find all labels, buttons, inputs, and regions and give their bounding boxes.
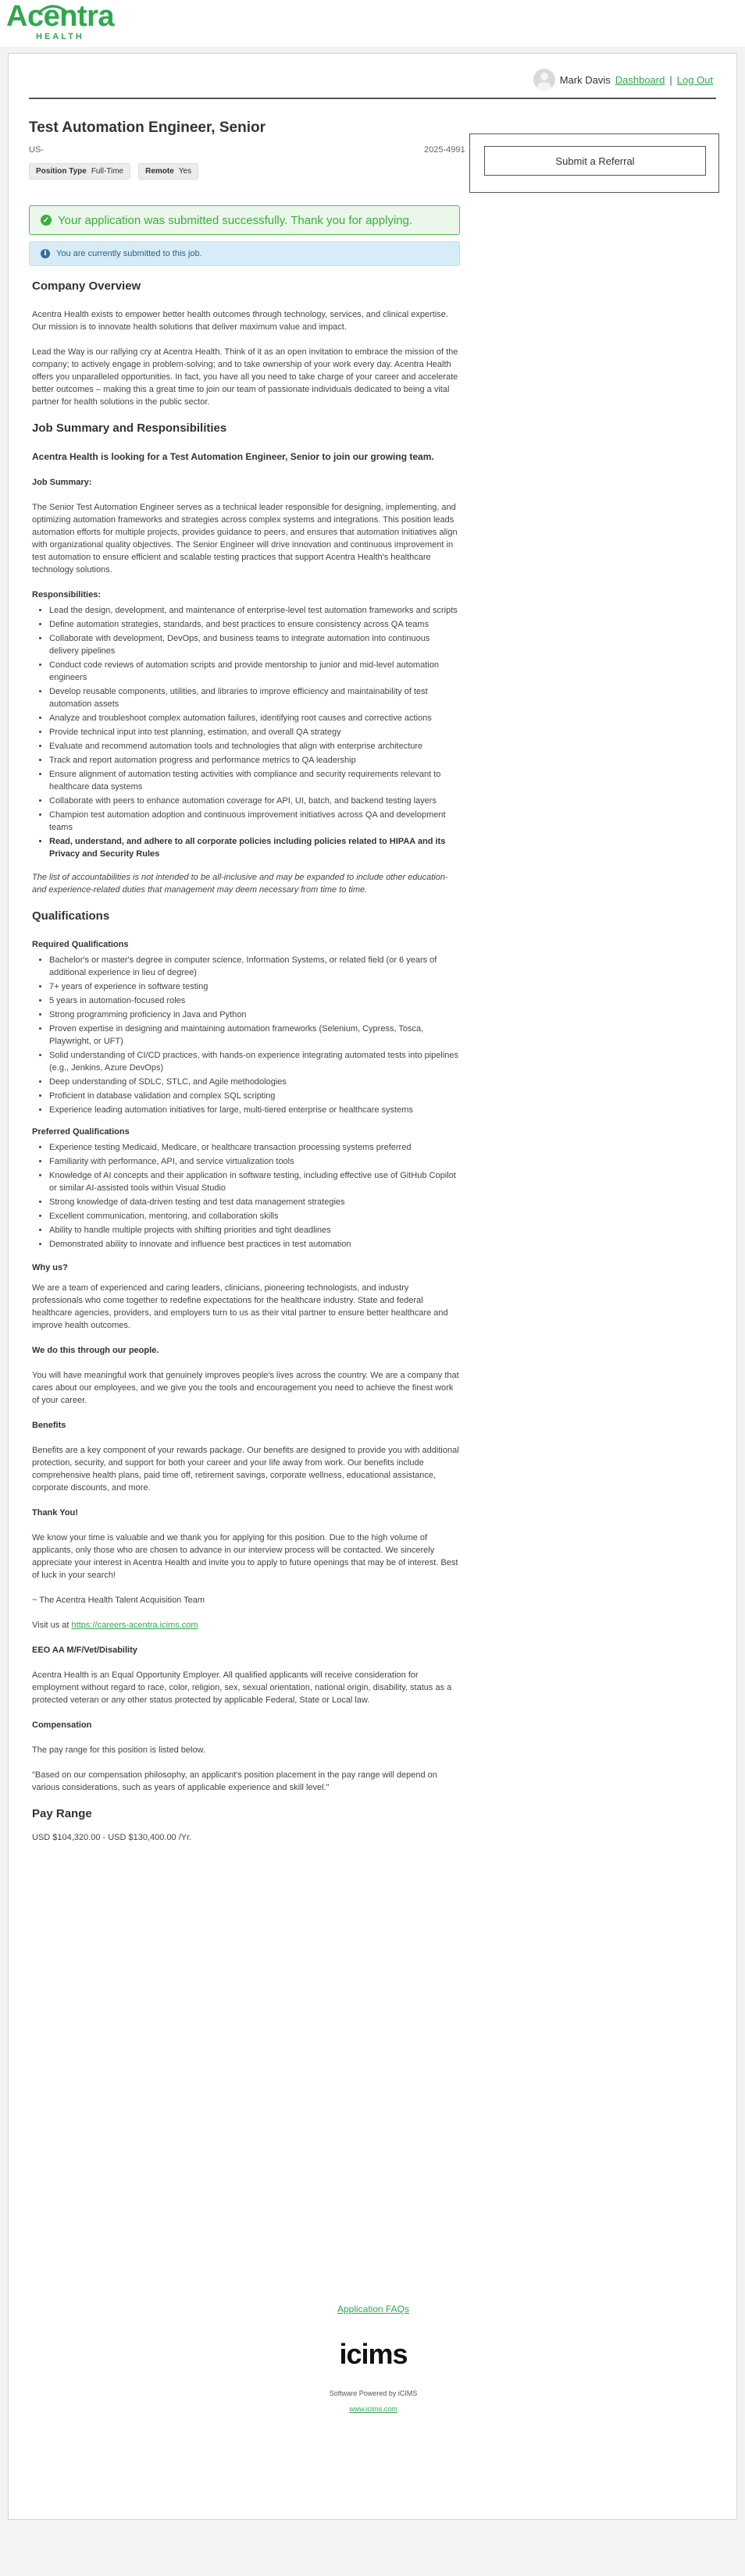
header-divider <box>29 98 716 99</box>
list-item: • 7+ years of experience in software testing <box>49 980 462 993</box>
talent-team-signoff: ~ The Acentra Health Talent Acquisition Team <box>32 1596 205 1605</box>
list-item: • Strong knowledge of data-driven testing and test data management strategies <box>49 1196 462 1208</box>
job-page-frame <box>8 53 737 2520</box>
remote-label: Remote <box>145 167 174 176</box>
list-item: • Proficient in database validation and complex SQL scripting <box>49 1090 462 1102</box>
list-item: • Collaborate with development, DevOps, and business teams to integrate automation into continuous delivery pipelines <box>49 632 462 657</box>
list-item: • Excellent communication, mentoring, and collaboration skills <box>49 1210 462 1222</box>
logo-subtext: HEALTH <box>36 32 84 41</box>
dashboard-link[interactable]: Dashboard <box>615 73 665 86</box>
job-location: US- <box>29 145 44 155</box>
list-item: • Deep understanding of SDLC, STLC, and Agile methodologies <box>49 1076 462 1088</box>
benefits-text: Benefits are a key component of your rewards package. Our benefits are designed to provide you with additional protection, security, and support for both your career and your life away from work. Our benefits include comprehensive health plans, paid time off, retirement savings, corporate wellness, educational assistance, corporate discounts, and more. <box>32 1446 459 1493</box>
thank-you-text: We know your time is valuable and we thank you for applying for this position. Due to the high volume of applicants, only those who are chosen to advance in our interview process will be contacted. We sincerely appreciate your interest in Acentra Health and invite you to apply to future openings that may be of interest. Best of luck in your search! <box>32 1533 458 1580</box>
success-alert-text: Your application was submitted successfully. Thank you for applying. <box>58 213 413 227</box>
user-bar-separator: | <box>669 73 672 86</box>
powered-by-text: Software Powered by iCIMS <box>329 2389 418 2397</box>
user-name: Mark Davis <box>559 73 611 86</box>
list-item: • Evaluate and recommend automation tools and technologies that align with enterprise architecture <box>49 740 462 753</box>
list-item: • Ability to handle multiple projects with shifting priorities and tight deadlines <box>49 1224 462 1236</box>
job-summary-intro: Acentra Health is looking for a Test Automation Engineer, Senior to join our growing team. <box>32 451 434 462</box>
avatar <box>533 69 555 91</box>
logout-link[interactable]: Log Out <box>676 73 713 86</box>
visit-us-prefix: Visit us at <box>32 1621 72 1630</box>
list-item: • Define automation strategies, standards, and best practices to ensure consistency across QA teams <box>49 618 462 631</box>
why-us-p2: You will have meaningful work that genuinely improves people's lives across the country. We are a company that cares about our employees, and we give you the tools and encouragement you need to achieve the finest work of your career. <box>32 1371 459 1405</box>
compensation-quote: "Based on our compensation philosophy, an applicant's position placement in the pay range will depend on various considerations, such as years of applicable experience and skill level." <box>32 1770 437 1792</box>
user-bar <box>533 68 713 91</box>
job-id: 2025-4991 <box>424 145 465 155</box>
preferred-qualifications-label: Preferred Qualifications <box>32 1127 130 1137</box>
eeo-text: Acentra Health is an Equal Opportunity Employer. All qualified applicants will receive consideration for employment without regard to race, color, religion, sex, sexual orientation, national origin, disability, status as a protected veteran or any other status protected by applicable Federal, State or Local law. <box>32 1670 452 1705</box>
icims-link[interactable]: www.icims.com <box>349 2405 397 2413</box>
position-type-tag <box>29 163 130 180</box>
position-type-value: Full-Time <box>91 167 124 176</box>
required-qualifications-list <box>32 954 462 1116</box>
eeo-heading: EEO AA M/F/Vet/Disability <box>32 1646 137 1655</box>
company-overview-heading: Company Overview <box>32 279 141 293</box>
compensation-heading: Compensation <box>32 1720 92 1730</box>
responsibilities-list <box>32 604 462 860</box>
list-item: • Track and report automation progress and performance metrics to QA leadership <box>49 754 462 767</box>
referral-panel <box>469 133 719 193</box>
required-qualifications-label: Required Qualifications <box>32 940 129 949</box>
responsibilities-label: Responsibilities: <box>32 590 102 600</box>
list-item: • Demonstrated ability to innovate and influence best practices in test automation <box>49 1238 462 1251</box>
company-overview-p2: Lead the Way is our rallying cry at Acentra Health. Think of it as an open invitation to embrace the mission of the company; to actively engage in problem-solving; and to take ownership of your work every day. Acentra Health offers you unparalleled opportunities. In fact, you have all you need to take charge of your career and accelerate better outcomes – making this a great time to join our team of passionate individuals dedicated to being a vital partner for health solutions in the public sector. <box>32 347 458 407</box>
job-summary-heading: Job Summary and Responsibilities <box>32 422 227 435</box>
why-us-p1: We are a team of experienced and caring leaders, clinicians, pioneering technologists, and industry professionals who come together to redefine expectations for the healthcare industry. State and federal healthcare agencies, providers, and employers turn to us as their vital partner to ensure better healthcare and improve health outcomes. <box>32 1283 448 1330</box>
job-description <box>32 279 462 1856</box>
list-item: • Bachelor's or master's degree in computer science, Information Systems, or related field (or 6 years of additional experience in lieu of degree) <box>49 954 462 979</box>
pay-range-value: USD $104,320.00 - USD $130,400.00 /Yr. <box>32 1833 192 1842</box>
info-alert <box>29 241 460 266</box>
list-item: • Solid understanding of CI/CD practices, with hands-on experience integrating automated tests into pipelines (e.g., Jenkins, Azure DevOps) <box>49 1049 462 1074</box>
remote-value: Yes <box>178 167 192 176</box>
pay-range-heading: Pay Range <box>32 1807 92 1820</box>
list-item: • Knowledge of AI concepts and their application in software testing, including effective use of GitHub Copilot or similar AI-assisted tools within Visual Studio <box>49 1169 462 1194</box>
list-item: • Ensure alignment of automation testing activities with compliance and security requirements relevant to healthcare data systems <box>49 768 462 793</box>
responsibilities-disclaimer: The list of accountabilities is not intended to be all-inclusive and may be expanded to include other education- and experience-related duties that management may deem necessary from time to time. <box>32 873 448 895</box>
acentra-health-logo[interactable] <box>6 0 139 42</box>
list-item: • Familiarity with performance, API, and service virtualization tools <box>49 1155 462 1168</box>
list-item: • Conduct code reviews of automation scripts and provide mentorship to junior and mid-level automation engineers <box>49 659 462 684</box>
info-alert-text: You are currently submitted to this job. <box>56 249 202 258</box>
job-tags <box>29 163 198 180</box>
application-faqs-link[interactable]: Application FAQs <box>337 2304 410 2314</box>
list-item: • Lead the design, development, and maintenance of enterprise-level test automation frameworks and scripts <box>49 604 462 617</box>
thank-you-heading: Thank You! <box>32 1508 78 1517</box>
list-item: • Experience testing Medicaid, Medicare, or healthcare transaction processing systems preferred <box>49 1141 462 1154</box>
why-us-heading: Why us? <box>32 1263 68 1272</box>
list-item: • Strong programming proficiency in Java and Python <box>49 1009 462 1021</box>
success-alert <box>29 205 460 235</box>
list-item: • Champion test automation adoption and continuous improvement initiatives across QA and development teams <box>49 809 462 834</box>
info-icon: i <box>41 249 50 258</box>
check-circle-icon: ✓ <box>41 215 52 226</box>
list-item: • Analyze and troubleshoot complex automation failures, identifying root causes and corrective actions <box>49 712 462 724</box>
job-summary-text: The Senior Test Automation Engineer serves as a technical leader responsible for designing, implementing, and optimizing automation frameworks and strategies across complex systems and integrations. This position leads automation efforts for multiple projects, provides guidance to peers, and ensures that automation initiatives align with organizational quality objectives. The Senior Engineer will drive innovation and continuous improvement in test automation to ensure efficient and scalable testing practices that support Acentra Health's healthcare technology solutions. <box>32 503 458 575</box>
visit-us <box>32 1619 462 1631</box>
job-summary-label: Job Summary: <box>32 478 92 487</box>
list-item: • Collaborate with peers to enhance automation coverage for API, UI, batch, and backend testing layers <box>49 795 462 807</box>
company-overview-p1: Acentra Health exists to empower better health outcomes through technology, services, and clinical expertise. Our mission is to innovate health solutions that deliver maximum value and impact. <box>32 310 448 332</box>
footer <box>9 2302 738 2415</box>
list-item: • Provide technical input into test planning, estimation, and overall QA strategy <box>49 726 462 738</box>
logo-wordmark: Acentra <box>6 0 114 33</box>
people-heading: We do this through our people. <box>32 1346 159 1355</box>
list-item: • Proven expertise in designing and maintaining automation frameworks (Selenium, Cypress, Tosca, Playwright, or UFT) <box>49 1023 462 1048</box>
benefits-heading: Benefits <box>32 1421 66 1430</box>
submit-referral-button[interactable]: Submit a Referral <box>484 146 706 176</box>
position-type-label: Position Type <box>36 167 87 176</box>
remote-tag <box>138 163 198 180</box>
list-item: • Read, understand, and adhere to all corporate policies including policies related to HIPAA and its Privacy and Security Rules <box>49 835 462 860</box>
list-item: • 5 years in automation-focused roles <box>49 994 462 1007</box>
careers-link[interactable]: https://careers-acentra.icims.com <box>71 1621 198 1630</box>
header-bar <box>0 0 745 47</box>
qualifications-heading: Qualifications <box>32 909 110 923</box>
icims-logo <box>326 2338 420 2370</box>
list-item: • Develop reusable components, utilities, and libraries to improve efficiency and maintainability of test automation assets <box>49 685 462 710</box>
preferred-qualifications-list <box>32 1141 462 1251</box>
page-title: Test Automation Engineer, Senior <box>29 119 266 136</box>
icims-wordmark: icims <box>339 2338 408 2370</box>
compensation-text: The pay range for this position is listed below. <box>32 1745 205 1755</box>
list-item: • Experience leading automation initiatives for large, multi-tiered enterprise or healthcare systems <box>49 1104 462 1116</box>
